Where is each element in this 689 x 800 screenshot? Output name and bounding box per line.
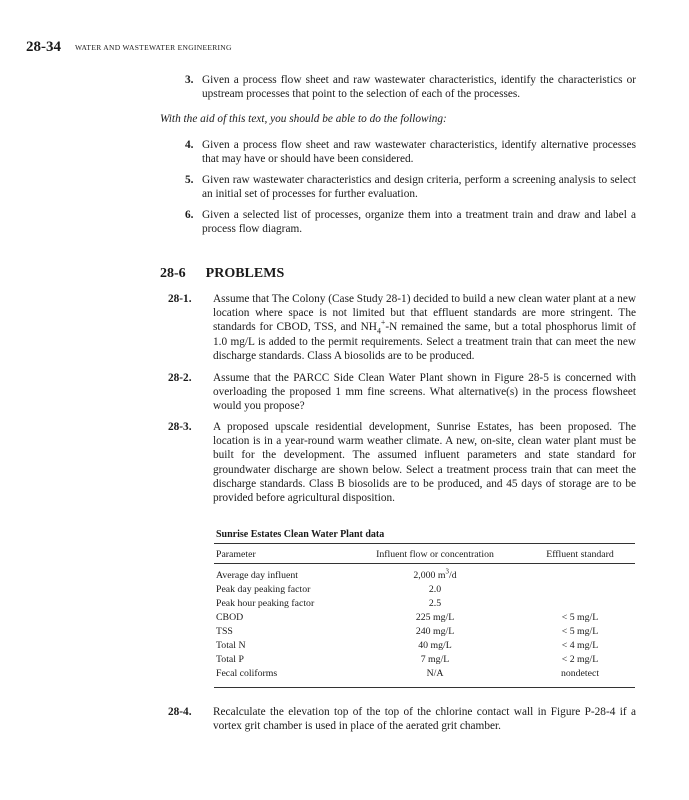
problem-number: 28-1.	[168, 293, 192, 305]
section-number: 28-6	[160, 266, 186, 281]
table-cell: 240 mg/L	[415, 626, 455, 637]
objectives-intro: With the aid of this text, you should be able to do the following:	[160, 113, 447, 125]
problem-text: Recalculate the elevation top of the top of the chlorine contact wall in Figure P-28-4 if a vortex grit chamber is used in place of the aerated grit chamber.	[213, 706, 636, 733]
table-cell: Total P	[216, 654, 244, 665]
problem-28-4	[168, 705, 636, 733]
problem-number: 28-2.	[168, 372, 192, 384]
section-title: PROBLEMS	[205, 266, 285, 281]
problem-text: A proposed upscale residential development, Sunrise Estates, has been proposed. The location is in a year-round warm weather climate. A new, on-site, clean water plant must be built for the development. The assumed influent parameters and state standard for groundwater discharge are shown below. Select a treatment process train that can meet the discharge standards. Class B biosolids are to be produced, and 45 days of storage are to be provided before agricultural disposition.	[213, 421, 636, 505]
table-cell: Total N	[216, 640, 246, 651]
objective-text: Given a selected list of processes, organize them into a treatment train and draw and label a process flow diagram.	[202, 209, 636, 235]
table-cell: < 5 mg/L	[561, 612, 599, 623]
problem-text: Assume that The Colony (Case Study 28-1) decided to build a new clean water plant at a new location where space is not limited but that effluent standards are more stringent. The standards for CBOD, TSS, and $NH_4^+-N$ remained the same, but a total phosphorus limit of 1.0 mg/L is added to the permit requirements. Select a treatment train that can meet the new discharge standards. Class A biosolids are to be produced.	[213, 293, 637, 362]
problem-number: 28-3.	[168, 421, 192, 433]
problem-number: 28-4.	[168, 706, 192, 718]
running-title: WATER AND WASTEWATER ENGINEERING	[75, 43, 232, 52]
table-cell: < 5 mg/L	[561, 626, 599, 637]
problem-text: Assume that the PARCC Side Clean Water Plant shown in Figure 28-5 is concerned with overloading the proposed 1 mm fine screens. What alternative(s) in the process flowsheet would you propose?	[213, 372, 636, 413]
table-header-parameter: Parameter	[216, 549, 256, 560]
objective-number: 6.	[185, 209, 194, 221]
problem-28-3	[168, 420, 636, 505]
table-cell: < 4 mg/L	[561, 640, 599, 651]
table-cell: < 2 mg/L	[561, 654, 599, 665]
table-cell: 40 mg/L	[418, 640, 452, 651]
table-title: Sunrise Estates Clean Water Plant data	[216, 529, 385, 540]
objective-6	[185, 208, 636, 236]
objective-text: Given raw wastewater characteristics and design criteria, perform a screening analysis to select an initial set of processes for further evaluation.	[202, 174, 636, 200]
table-header-rule	[214, 563, 635, 564]
objective-number: 4.	[185, 139, 194, 151]
page-header	[26, 38, 232, 56]
table-header-effluent: Effluent standard	[546, 549, 614, 560]
objective-number: 3.	[185, 74, 194, 86]
problem-28-2	[168, 371, 636, 414]
objective-5	[185, 173, 636, 201]
table-cell: Peak day peaking factor	[216, 584, 311, 595]
table-header-influent: Influent flow or concentration	[376, 549, 494, 560]
table-bottom-rule	[214, 687, 635, 688]
objective-text: Given a process flow sheet and raw wastewater characteristics, identify the characteristics or upstream processes that point to the selection of each of the processes.	[202, 74, 636, 100]
table-cell: 2,000 $m^3/d$	[413, 568, 457, 581]
table-cell: 2.0	[428, 584, 442, 595]
table-cell: Peak hour peaking factor	[216, 598, 315, 609]
problem-28-1	[168, 292, 637, 363]
table-cell: TSS	[216, 626, 233, 637]
table-cell: 2.5	[428, 598, 442, 609]
table-top-rule	[214, 543, 635, 544]
table-cell: 7 mg/L	[420, 654, 450, 665]
objective-3	[185, 73, 636, 101]
objective-text: Given a process flow sheet and raw wastewater characteristics, identify alternative processes that may have or should have been considered.	[202, 139, 636, 165]
page-number: 28-34	[26, 39, 61, 55]
table-cell: Average day influent	[216, 570, 298, 581]
section-heading	[160, 266, 284, 282]
table-cell: CBOD	[216, 612, 244, 623]
objective-4	[185, 138, 636, 166]
table-cell: N/A	[426, 668, 444, 679]
table-cell: Fecal coliforms	[216, 668, 278, 679]
table-cell: nondetect	[560, 668, 600, 679]
objective-number: 5.	[185, 174, 194, 186]
table-cell: 225 mg/L	[415, 612, 455, 623]
